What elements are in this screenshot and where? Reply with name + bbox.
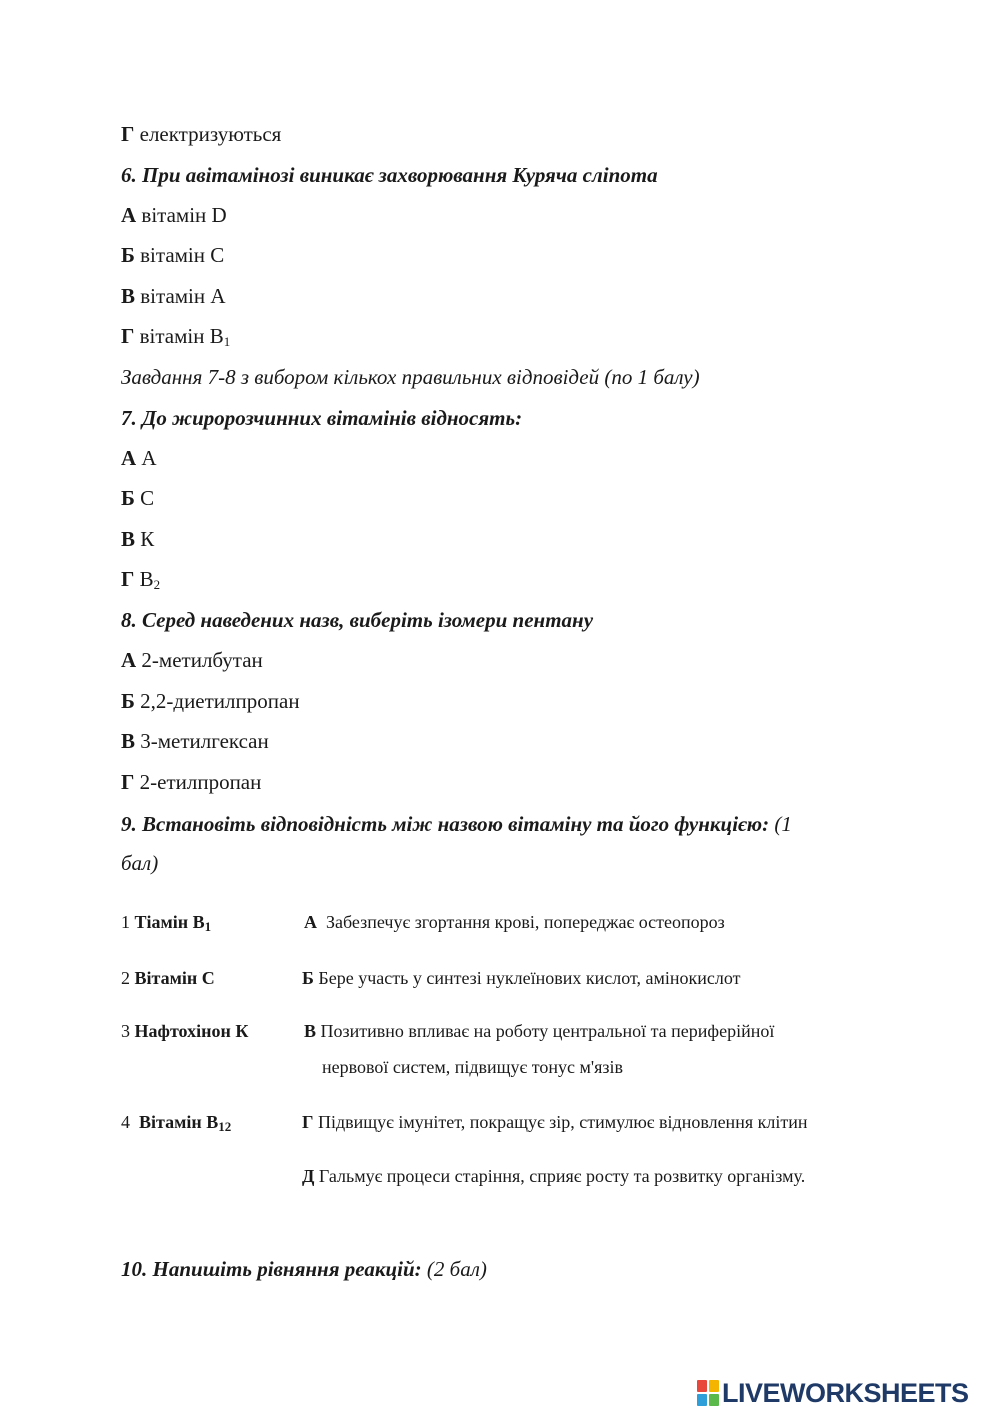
item-number: 2 bbox=[121, 968, 130, 988]
q9-left-item-1 bbox=[121, 910, 211, 934]
option-text: електризуються bbox=[139, 122, 282, 146]
question-8-title: 8. Серед наведених назв, виберіть ізомери пентану bbox=[121, 608, 594, 632]
q6-option-a[interactable] bbox=[121, 202, 227, 228]
item-name: Вітамін С bbox=[134, 968, 215, 988]
option-text: 2-етилпропан bbox=[139, 770, 262, 794]
item-name: Тіамін В bbox=[134, 912, 205, 932]
item-number: 4 bbox=[121, 1112, 130, 1132]
q9-right-item-c-cont: нервової систем, підвищує тонус м'язів bbox=[322, 1057, 624, 1077]
option-text: 3-метилгексан bbox=[140, 729, 269, 753]
option-text: 2-метилбутан bbox=[141, 648, 263, 672]
question-7-title: 7. До жиророзчинних вітамінів відносять: bbox=[121, 406, 523, 430]
option-text: В bbox=[139, 567, 154, 591]
q9-right-item-c bbox=[304, 1019, 774, 1043]
q7-option-c[interactable] bbox=[121, 526, 154, 552]
question-9-text: 9. Встановіть відповідність між назвою вітаміну та його функцією: bbox=[121, 812, 770, 836]
item-text: Гальмує процеси старіння, сприяє росту та розвитку організму. bbox=[318, 1166, 806, 1186]
item-letter: Г bbox=[302, 1112, 314, 1132]
logo-mark-icon bbox=[697, 1380, 719, 1406]
option-text: вітамін А bbox=[140, 284, 226, 308]
subscript: 1 bbox=[204, 919, 212, 934]
task-note: Завдання 7-8 з вибором кількох правильних відповідей (по 1 балу) bbox=[121, 365, 700, 389]
option-text: вітамін С bbox=[140, 243, 225, 267]
subscript: 1 bbox=[223, 334, 231, 349]
option-letter: В bbox=[121, 729, 136, 753]
option-letter: Г bbox=[121, 324, 135, 348]
q9-left-item-3 bbox=[121, 1019, 248, 1043]
item-name: Нафтохінон К bbox=[134, 1021, 249, 1041]
question-10-text: 10. Напишіть рівняння реакцій: bbox=[121, 1257, 422, 1281]
option-letter: А bbox=[121, 203, 137, 227]
option-letter: А bbox=[121, 446, 137, 470]
q7-option-d[interactable] bbox=[121, 566, 160, 592]
logo-block bbox=[697, 1394, 707, 1406]
liveworksheets-logo bbox=[697, 1378, 969, 1408]
option-text: 2,2-диетилпропан bbox=[140, 689, 300, 713]
q9-right-item-a bbox=[304, 910, 725, 934]
item-letter: Д bbox=[302, 1166, 315, 1186]
q9-right-item-e bbox=[302, 1164, 805, 1188]
item-text: Бере участь у синтезі нуклеїнових кислот, амінокислот bbox=[318, 968, 741, 988]
question-10-title bbox=[121, 1256, 487, 1282]
option-letter: А bbox=[121, 648, 137, 672]
option-text: С bbox=[140, 486, 155, 510]
item-text: Забезпечує згортання крові, попереджає остеопороз bbox=[326, 912, 725, 932]
logo-block bbox=[709, 1380, 719, 1392]
item-name: Вітамін В bbox=[139, 1112, 219, 1132]
subscript: 2 bbox=[153, 577, 161, 592]
item-number: 3 bbox=[121, 1021, 130, 1041]
question-9-score: (1 bbox=[774, 812, 792, 836]
option-letter: Б bbox=[121, 486, 135, 510]
q7-option-a[interactable] bbox=[121, 445, 157, 471]
q9-left-item-4 bbox=[121, 1110, 231, 1134]
item-letter: Б bbox=[302, 968, 314, 988]
q6-option-d[interactable] bbox=[121, 323, 230, 349]
option-text: вітамін В bbox=[139, 324, 224, 348]
question-9-score-cont: бал) bbox=[121, 851, 159, 875]
logo-text: LIVEWORKSHEETS bbox=[722, 1377, 969, 1408]
option-text: вітамін D bbox=[141, 203, 227, 227]
q9-right-item-d bbox=[302, 1110, 807, 1134]
option-letter: В bbox=[121, 284, 136, 308]
q8-option-a[interactable] bbox=[121, 647, 263, 673]
q5-option-g bbox=[121, 121, 281, 147]
option-letter: Г bbox=[121, 770, 135, 794]
logo-block bbox=[709, 1394, 719, 1406]
q8-option-d[interactable] bbox=[121, 769, 261, 795]
q7-option-b[interactable] bbox=[121, 485, 154, 511]
item-letter: В bbox=[304, 1021, 317, 1041]
option-letter: В bbox=[121, 527, 136, 551]
subscript: 12 bbox=[218, 1119, 232, 1134]
option-text: А bbox=[141, 446, 157, 470]
option-letter: Б bbox=[121, 243, 135, 267]
q8-option-c[interactable] bbox=[121, 728, 269, 754]
q8-option-b[interactable] bbox=[121, 688, 300, 714]
item-letter: А bbox=[304, 912, 317, 932]
q9-right-item-b bbox=[302, 966, 741, 990]
q6-option-b[interactable] bbox=[121, 242, 224, 268]
option-letter: Г bbox=[121, 122, 135, 146]
question-10-score: (2 бал) bbox=[426, 1257, 487, 1281]
question-9-title bbox=[121, 811, 792, 837]
option-letter: Б bbox=[121, 689, 135, 713]
item-text: Позитивно впливає на роботу центральної та периферійної bbox=[320, 1021, 775, 1041]
q6-option-c[interactable] bbox=[121, 283, 226, 309]
question-6-title: 6. При авітамінозі виникає захворювання Куряча сліпота bbox=[121, 163, 658, 187]
option-letter: Г bbox=[121, 567, 135, 591]
item-number: 1 bbox=[121, 912, 130, 932]
q9-left-item-2 bbox=[121, 966, 215, 990]
item-text: Підвищує імунітет, покращує зір, стимулює відновлення клітин bbox=[317, 1112, 808, 1132]
option-text: К bbox=[140, 527, 155, 551]
logo-block bbox=[697, 1380, 707, 1392]
